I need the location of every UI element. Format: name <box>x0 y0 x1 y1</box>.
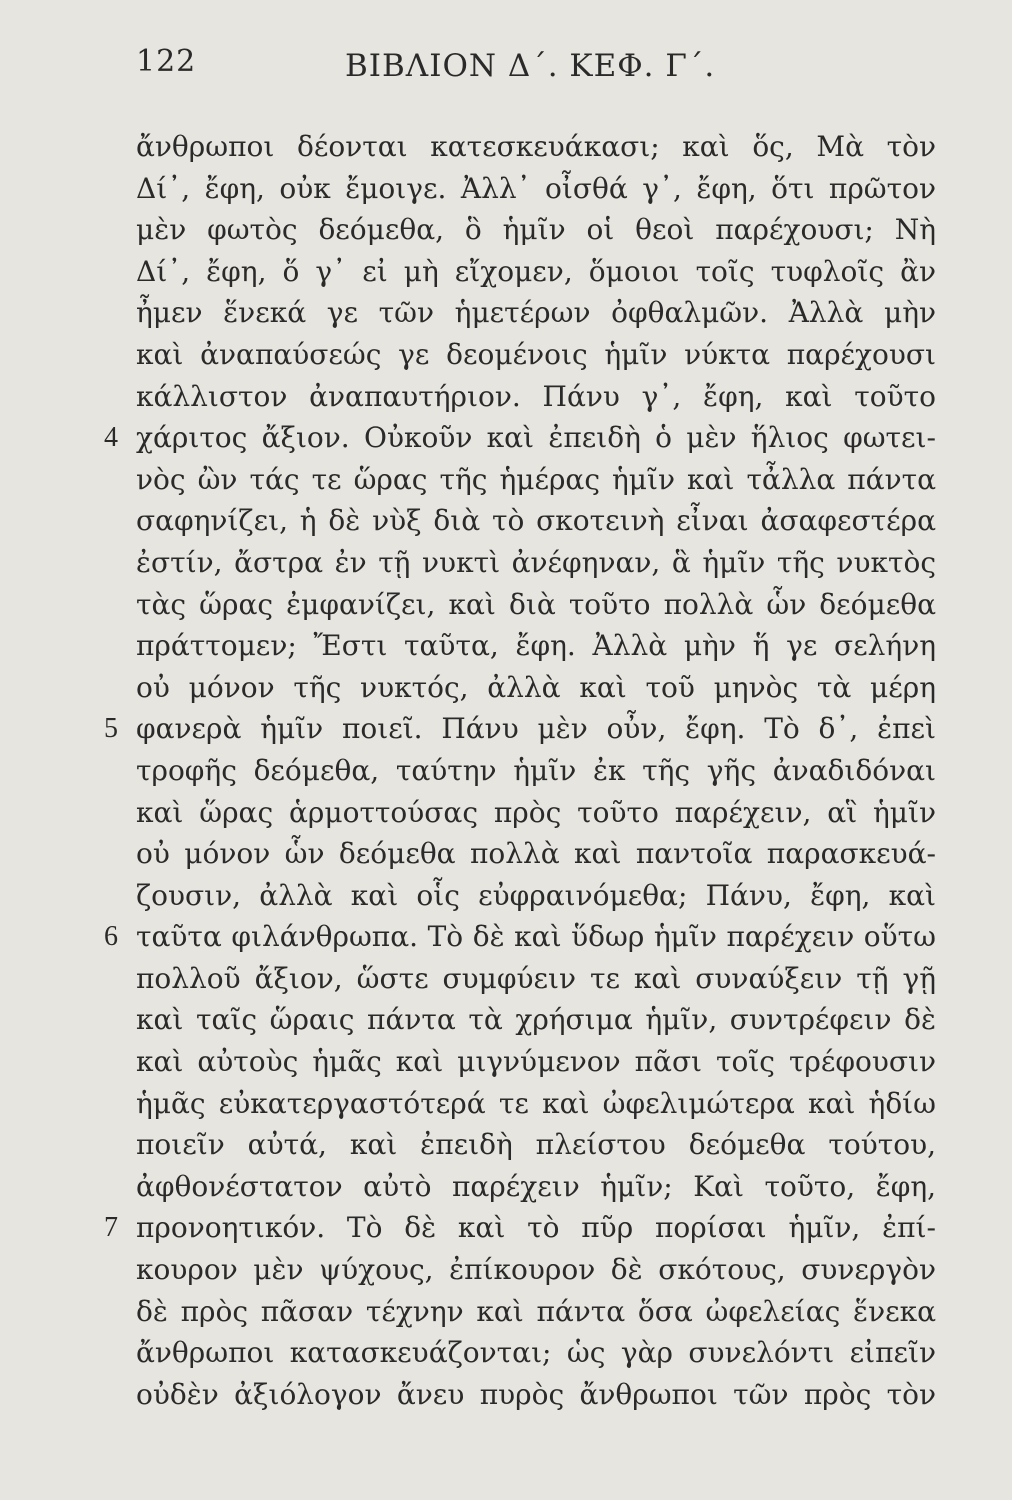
line-text: δὲ πρὸς πᾶσαν τέχνην καὶ πάντα ὅσα ὠφελείας ἕνεκα <box>136 1294 936 1328</box>
line-text: ἄνθρωποι δέονται κατεσκευάκασι; καὶ ὅς, Μὰ τὸν <box>136 130 936 163</box>
text-line <box>0 1249 1012 1291</box>
line-text: τὰς ὥρας ἐμφανίζει, καὶ διὰ τοῦτο πολλὰ ὧν δεόμεθα <box>136 587 936 621</box>
text-line <box>0 1041 1012 1083</box>
text-line <box>0 750 1012 792</box>
line-text: οὐδὲν ἀξιόλογον ἄνευ πυρὸς ἄνθρωποι τῶν πρὸς τὸν <box>136 1377 936 1411</box>
running-head: ΒΙΒΛΙΟΝ Δ΄. ΚΕΦ. Γ΄. <box>345 48 716 84</box>
text-line <box>0 833 1012 875</box>
text-line <box>0 958 1012 1000</box>
text-line <box>0 168 1012 210</box>
line-text: κουρον μὲν ψύχους, ἐπίκουρον δὲ σκότους, συνεργὸν <box>136 1253 936 1287</box>
text-line <box>0 459 1012 501</box>
line-text: ποιεῖν αὐτά, καὶ ἐπειδὴ πλείστου δεόμεθα τούτου, <box>136 1128 936 1162</box>
line-text: μὲν φωτὸς δεόμεθα, ὃ ἡμῖν οἱ θεοὶ παρέχουσι; Νὴ <box>136 213 936 247</box>
line-text: ταῦτα φιλάνθρωπα. Τὸ δὲ καὶ ὕδωρ ἡμῖν παρέχειν οὕτω <box>136 920 936 954</box>
page-header <box>0 44 1012 94</box>
text-line <box>0 542 1012 584</box>
text-line <box>0 1332 1012 1374</box>
text-line <box>0 1166 1012 1208</box>
line-text: χάριτος ἄξιον. Οὐκοῦν καὶ ἐπειδὴ ὁ μὲν ἥλιος φωτει- <box>136 421 936 455</box>
line-text: ζουσιν, ἀλλὰ καὶ οἷς εὐφραινόμεθα; Πάνυ, ἔφη, καὶ <box>136 878 936 912</box>
text-line <box>0 875 1012 917</box>
line-text: καὶ ἀναπαύσεώς γε δεομένοις ἡμῖν νύκτα παρέχουσι <box>136 337 936 371</box>
text-line <box>0 292 1012 334</box>
line-text: Δί᾽, ἔφη, οὐκ ἔμοιγε. Ἀλλ᾽ οἶσθά γ᾽, ἔφη, ὅτι πρῶτον <box>136 171 936 205</box>
line-text: πολλοῦ ἄξιον, ὥστε συμφύειν τε καὶ συναύξειν τῇ γῇ <box>136 961 936 995</box>
line-text: καὶ ὥρας ἁρμοττούσας πρὸς τοῦτο παρέχειν, αἳ ἡμῖν <box>136 795 936 829</box>
text-line <box>0 500 1012 542</box>
text-line <box>0 1207 1012 1249</box>
line-text: πράττομεν; Ἔστι ταῦτα, ἔφη. Ἀλλὰ μὴν ἥ γε σελήνη <box>136 629 936 663</box>
line-text: σαφηνίζει, ἡ δὲ νὺξ διὰ τὸ σκοτεινὴ εἶναι ἀσαφεστέρα <box>136 504 936 538</box>
text-line <box>0 708 1012 750</box>
line-text: οὐ μόνον τῆς νυκτός, ἀλλὰ καὶ τοῦ μηνὸς τὰ μέρη <box>136 670 936 704</box>
text-line <box>0 792 1012 834</box>
line-text: φανερὰ ἡμῖν ποιεῖ. Πάνυ μὲν οὖν, ἔφη. Τὸ δ᾽, ἐπεὶ <box>136 712 936 746</box>
line-text: καὶ ταῖς ὥραις πάντα τὰ χρήσιμα ἡμῖν, συντρέφειν δὲ <box>136 1003 936 1037</box>
section-number: 5 <box>104 713 118 745</box>
text-line <box>0 584 1012 626</box>
text-line <box>0 376 1012 418</box>
line-text: τροφῆς δεόμεθα, ταύτην ἡμῖν ἐκ τῆς γῆς ἀναδιδόναι <box>136 753 936 787</box>
line-text: ἦμεν ἕνεκά γε τῶν ἡμετέρων ὀφθαλμῶν. Ἀλλὰ μὴν <box>136 296 936 330</box>
text-line <box>0 916 1012 958</box>
section-number: 7 <box>104 1212 118 1244</box>
text-line <box>0 1124 1012 1166</box>
line-text: κάλλιστον ἀναπαυτήριον. Πάνυ γ᾽, ἔφη, καὶ τοῦτο <box>136 379 936 413</box>
text-line <box>0 1083 1012 1125</box>
line-text: καὶ αὐτοὺς ἡμᾶς καὶ μιγνύμενον πᾶσι τοῖς τρέφουσιν <box>136 1045 936 1079</box>
text-line <box>0 417 1012 459</box>
line-text: Δί᾽, ἔφη, ὅ γ᾽ εἰ μὴ εἴχομεν, ὅμοιοι τοῖς τυφλοῖς ἂν <box>136 254 936 288</box>
text-line <box>0 126 1012 168</box>
section-number: 6 <box>104 921 118 953</box>
text-line <box>0 209 1012 251</box>
line-text: ἐστίν, ἄστρα ἐν τῇ νυκτὶ ἀνέφηναν, ἃ ἡμῖν τῆς νυκτὸς <box>136 545 936 579</box>
text-line <box>0 625 1012 667</box>
section-number: 4 <box>104 422 118 454</box>
page-number: 122 <box>136 44 197 79</box>
text-line <box>0 251 1012 293</box>
line-text: προνοητικόν. Τὸ δὲ καὶ τὸ πῦρ πορίσαι ἡμῖν, ἐπί- <box>136 1211 936 1245</box>
line-text: ἡμᾶς εὐκατεργαστότερά τε καὶ ὠφελιμώτερα καὶ ἡδίω <box>136 1086 936 1120</box>
line-text: νὸς ὢν τάς τε ὥρας τῆς ἡμέρας ἡμῖν καὶ τἆλλα πάντα <box>136 462 936 496</box>
line-text: ἄνθρωποι κατασκευάζονται; ὡς γὰρ συνελόντι εἰπεῖν <box>136 1336 936 1370</box>
text-line <box>0 1291 1012 1333</box>
text-line <box>0 667 1012 709</box>
line-text: ἀφθονέστατον αὐτὸ παρέχειν ἡμῖν; Καὶ τοῦτο, ἔφη, <box>136 1169 936 1203</box>
line-text: οὐ μόνον ὧν δεόμεθα πολλὰ καὶ παντοῖα παρασκευά- <box>136 837 936 871</box>
text-body <box>0 126 1012 1415</box>
text-line <box>0 999 1012 1041</box>
text-line <box>0 334 1012 376</box>
text-line <box>0 1374 1012 1416</box>
